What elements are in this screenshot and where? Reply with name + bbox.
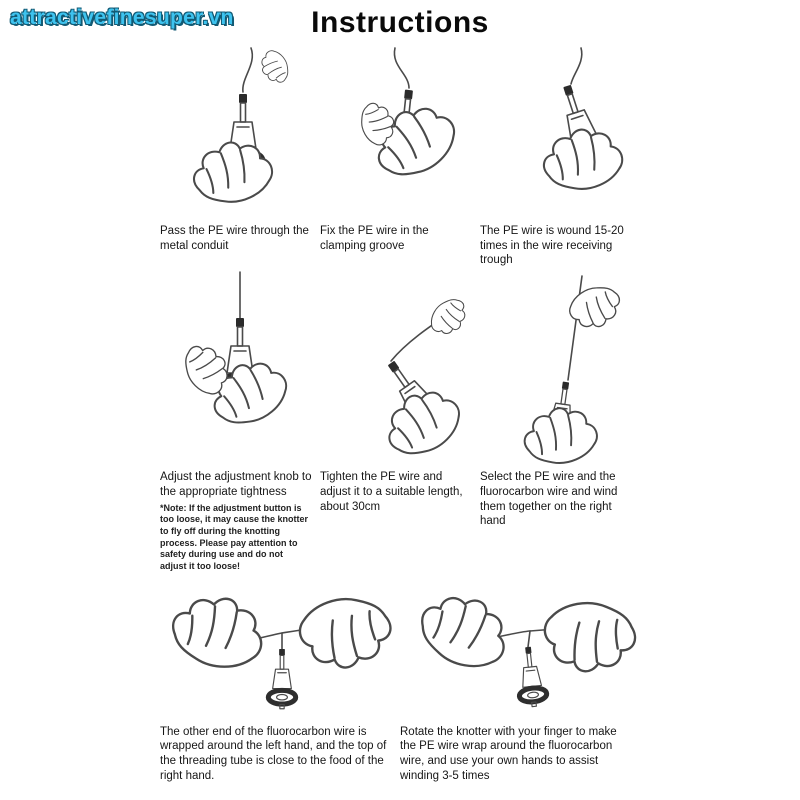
step-3-illustration xyxy=(480,42,640,222)
row-3 xyxy=(157,573,643,784)
step-1 xyxy=(160,42,320,268)
step-6 xyxy=(480,268,640,573)
step-8-illustration xyxy=(400,573,640,723)
step-2 xyxy=(320,42,480,268)
step-5 xyxy=(320,268,480,573)
step-7-illustration xyxy=(160,573,400,723)
watermark: attractivefinesuper.vn xyxy=(10,6,234,29)
row-2 xyxy=(157,268,643,573)
step-4-caption: Adjust the adjustment knob to the appropriate tightness xyxy=(160,471,312,498)
step-1-caption: Pass the PE wire through the metal conduit xyxy=(160,225,309,252)
step-8 xyxy=(400,573,640,784)
step-3-caption: The PE wire is wound 15-20 times in the wire receiving trough xyxy=(480,225,624,267)
step-7 xyxy=(160,573,400,784)
step-4-illustration xyxy=(160,268,320,468)
step-7-caption: The other end of the fluorocarbon wire is wrapped around the left hand, and the top of the threading tube is close to the food of the right hand. xyxy=(160,725,387,782)
step-2-caption: Fix the PE wire in the clamping groove xyxy=(320,225,429,252)
step-1-illustration xyxy=(160,42,320,222)
row-1 xyxy=(157,42,643,268)
step-4 xyxy=(160,268,320,573)
step-8-caption: Rotate the knotter with your finger to make the PE wire wrap around the fluorocarbon wire, and use your own hands to assist winding 3-5 times xyxy=(400,725,617,782)
page-title: Instructions xyxy=(311,6,489,39)
step-6-illustration xyxy=(480,268,640,468)
step-2-illustration xyxy=(320,42,480,222)
step-3 xyxy=(480,42,640,268)
steps-grid xyxy=(157,42,643,784)
step-6-caption: Select the PE wire and the fluorocarbon wire and wind them together on the right hand xyxy=(480,471,618,528)
step-4-note: *Note: If the adjustment button is too loose, it may cause the knotter to fly off during the knotting process. Please pay attention to safety during use and do not adjust it too loose! xyxy=(160,502,309,572)
step-5-illustration xyxy=(320,268,480,468)
step-5-caption: Tighten the PE wire and adjust it to a suitable length, about 30cm xyxy=(320,471,463,513)
